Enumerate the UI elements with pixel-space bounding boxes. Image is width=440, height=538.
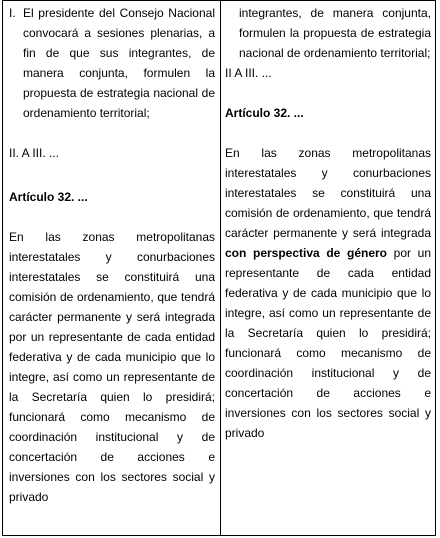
left-item-2: II. A III. ...: [9, 146, 60, 160]
right-para-bold: con perspectiva de género: [225, 246, 387, 260]
right-article-heading: Artículo 32. ...: [225, 106, 304, 120]
left-item-1-text: El presidente del Consejo Nacional convocará a sesiones plenarias, a fin de que sus integrantes, de manera conjunta, formulen la propuesta de estrategia nacional de ordenamiento territorial;: [23, 6, 215, 120]
right-item-2: II A III. ...: [225, 66, 272, 80]
comparison-table: [2, 0, 436, 536]
left-item-1: [9, 3, 215, 123]
left-article-paragraph: En las zonas metropolitanas interestatales y conurbaciones interestatales se constituirá una comisión de ordenamiento, que tendrá carácter permanente y será integrada por un representante de cada entidad federativa y de cada municipio que lo integre, así como un representante de la Secretaría quien lo presidirá; funcionará como mecanismo de coordinación institucional y de concertación de acciones e inversiones con los sectores social y privado: [9, 230, 215, 504]
left-column: [9, 1, 215, 507]
right-column: [225, 1, 431, 443]
column-divider: [220, 1, 221, 535]
right-article-paragraph: [225, 143, 431, 443]
right-para-part1: En las zonas metropolitanas interestatales y conurbaciones interestatales se constituirá una comisión de ordenamiento, que tendrá carácter permanente y será integrada: [225, 146, 431, 240]
left-article-heading: Artículo 32. ...: [9, 190, 88, 204]
left-item-1-number: I.: [9, 6, 16, 20]
right-continued-text: integrantes, de manera conjunta, formulen la propuesta de estrategia nacional de ordenamiento territorial;: [239, 6, 431, 60]
right-para-part2: por un representante de cada entidad federativa y de cada municipio que lo integre, así como un representante de la Secretaría quien lo presidirá; funcionará como mecanismo de coordinación institucional y de concertación de acciones e inversiones con los sectores social y privado: [225, 246, 431, 440]
